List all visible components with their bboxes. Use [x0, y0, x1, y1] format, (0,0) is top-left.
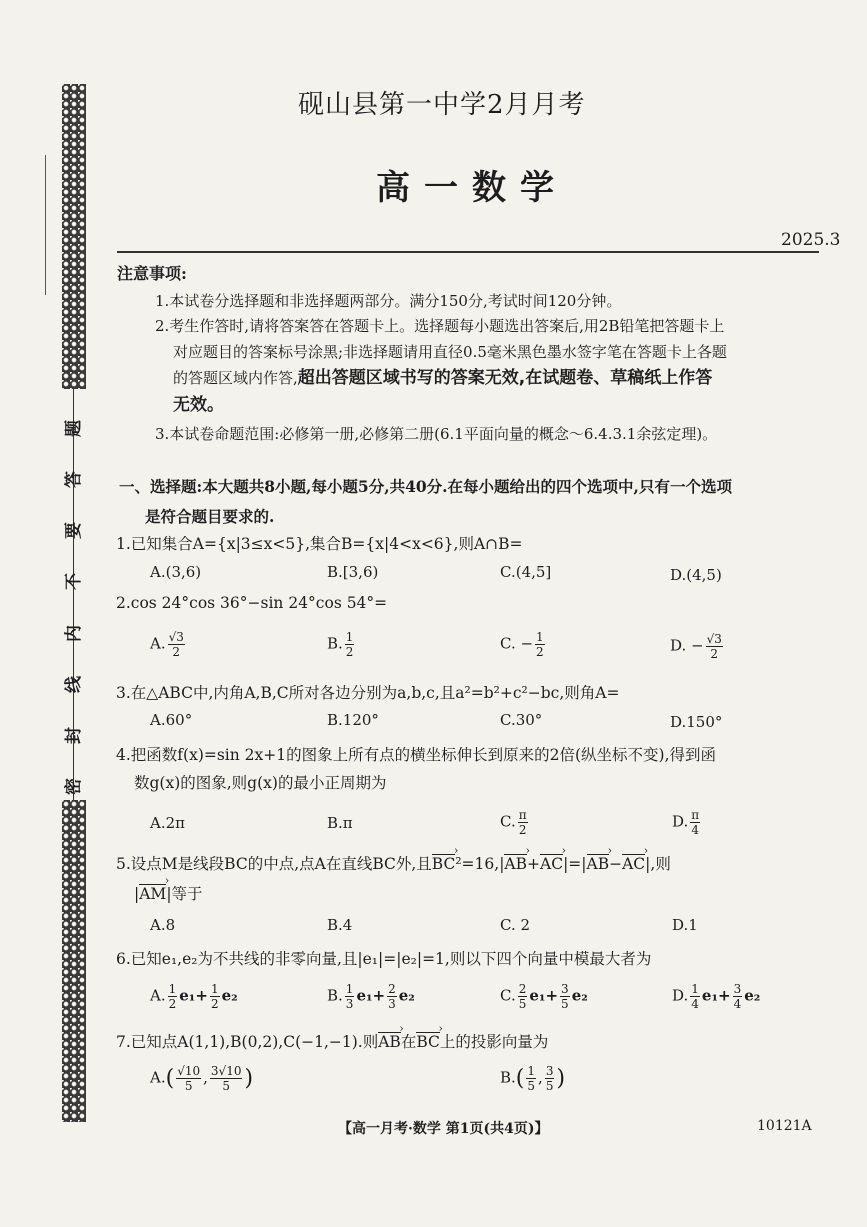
numerator: 2	[518, 982, 527, 996]
question-6-option-b	[327, 982, 415, 1011]
question-3-option-b: B.120°	[327, 711, 379, 729]
denominator: 2	[710, 647, 719, 661]
question-3-option-d: D.150°	[670, 713, 723, 731]
question-3-option-c: C.30°	[500, 711, 543, 729]
question-3-stem: 3.在△ABC中,内角A,B,C所对各边分别为a,b,c,且a²=b²+c²−bc,则角A=	[116, 684, 620, 702]
numerator: 1	[168, 982, 177, 996]
option-letter: B.	[327, 634, 343, 653]
stem-text: 7.已知点A(1,1),B(0,2),C(−1,−1).则	[116, 1033, 379, 1051]
seal-char: 封	[63, 726, 84, 744]
seal-char: 不	[63, 573, 84, 591]
question-2-option-d	[670, 632, 725, 661]
question-1-option-a: A.(3,6)	[150, 563, 202, 581]
vector-term: e₂	[221, 986, 238, 1005]
option-letter: D.	[672, 986, 689, 1005]
numerator: 1	[536, 630, 544, 644]
paper-code: 10121A	[757, 1118, 812, 1134]
numerator: π	[691, 808, 700, 822]
note-2d-emphasis: 无效。	[173, 395, 224, 415]
note-1: 1.本试卷分选择题和非选择题两部分。满分150分,考试时间120分钟。	[155, 292, 622, 310]
seal-char: 内	[63, 624, 84, 642]
stem-text: 上的投影向量为	[439, 1033, 549, 1051]
vector-term: e₁+	[701, 986, 731, 1005]
question-5-option-a: A.8	[150, 916, 176, 934]
option-letter: B.	[500, 1068, 516, 1087]
question-3-option-a: A.60°	[150, 711, 193, 729]
vector-term: e₂	[744, 986, 761, 1005]
numerator: 3	[561, 982, 569, 996]
notes-title: 注意事项:	[117, 264, 187, 283]
denominator: 2	[518, 823, 527, 837]
numerator: 3	[545, 1064, 554, 1078]
numerator: 2	[388, 982, 396, 996]
fraction	[176, 1064, 201, 1093]
denominator: 5	[527, 1079, 536, 1093]
note-2c-emphasis: 超出答题区域书写的答案无效,在试题卷、草稿纸上作答	[297, 368, 713, 388]
left-paren: (	[165, 1066, 175, 1091]
option-letter: D.	[672, 812, 689, 831]
vector-am: AM ›	[139, 885, 166, 903]
stem-text: 5.设点M是线段BC的中点,点A在直线BC外,且	[116, 855, 432, 873]
question-2-option-b	[327, 630, 356, 659]
seal-char: 答	[63, 471, 84, 489]
numerator: √3	[168, 630, 184, 644]
fraction	[733, 982, 743, 1011]
vector-ab: AB ›	[504, 855, 527, 873]
comma: ,	[538, 1068, 543, 1087]
question-6-option-d	[672, 982, 760, 1011]
stem-text: ²=16,|	[455, 855, 505, 873]
fraction	[545, 1064, 555, 1093]
question-5-option-d: D.1	[672, 916, 698, 934]
question-4-option-d	[672, 808, 702, 837]
page-footer: 【高一月考·数学 第1页(共4页)】	[338, 1121, 549, 1137]
question-4-option-c	[500, 808, 530, 837]
question-6-option-c	[500, 982, 588, 1011]
denominator: 3	[388, 997, 396, 1011]
plus-sign: +	[527, 855, 541, 873]
vector-ac: AC ›	[540, 855, 563, 873]
fraction	[345, 982, 355, 1011]
note-2a: 2.考生作答时,请将答案答在答题卡上。选择题每小题选出答案后,用2B铅笔把答题卡上	[155, 317, 725, 335]
option-letter: C. −	[500, 634, 534, 653]
note-2c	[173, 364, 712, 393]
question-5-option-b: B.4	[327, 916, 353, 934]
vector-term: e₂	[571, 986, 588, 1005]
vector-ab: AB ›	[378, 1033, 401, 1051]
binding-seal-text	[62, 420, 86, 795]
note-2c-text: 的答题区域内作答,	[173, 369, 298, 387]
numerator: 1	[345, 630, 354, 644]
denominator: 2	[168, 997, 177, 1011]
question-4-option-b: B.π	[327, 814, 353, 832]
fraction	[345, 630, 355, 659]
question-1-option-d: D.(4,5)	[670, 566, 722, 584]
fraction	[560, 982, 570, 1011]
denominator: 4	[691, 997, 699, 1011]
option-letter: A.	[150, 634, 166, 653]
stem-text: |=|	[563, 855, 587, 873]
denominator: 5	[545, 1079, 554, 1093]
question-7-option-b	[500, 1064, 565, 1093]
question-5-stem-line1	[116, 852, 671, 874]
fraction	[526, 1064, 536, 1093]
seal-char: 线	[63, 675, 84, 693]
vector-bc: BC ›	[432, 855, 456, 873]
school-title: 砚山县第一中学2月月考	[298, 90, 586, 120]
denominator: 4	[733, 997, 742, 1011]
vector-ac: AC ›	[622, 855, 645, 873]
denominator: 5	[222, 1079, 230, 1093]
fraction	[210, 982, 220, 1011]
vector-term: e₂	[398, 986, 415, 1005]
question-6-stem: 6.已知e₁,e₂为不共线的非零向量,且|e₁|=|e₂|=1,则以下四个向量中模最大者为	[116, 950, 652, 968]
numerator: 1	[210, 982, 219, 996]
question-2-option-a	[150, 630, 187, 659]
note-3: 3.本试卷命题范围:必修第一册,必修第二册(6.1平面向量的概念～6.4.3.1余弦定理)。	[155, 425, 718, 443]
vector-bc: BC ›	[416, 1033, 440, 1051]
numerator: 3	[733, 982, 742, 996]
binding-pattern-top	[62, 84, 86, 389]
fraction	[168, 982, 178, 1011]
vector-ab: AB ›	[587, 855, 610, 873]
fraction	[518, 982, 528, 1011]
right-paren: )	[244, 1066, 254, 1091]
question-1-stem: 1.已知集合A={x|3≤x<5},集合B={x|4<x<6},则A∩B=	[116, 535, 523, 553]
section-heading-line2: 是符合题目要求的.	[145, 507, 275, 526]
numerator: √3	[706, 632, 722, 646]
exam-date: 2025.3	[781, 230, 841, 250]
fraction	[535, 630, 545, 659]
fraction	[518, 808, 528, 837]
fraction	[690, 982, 700, 1011]
denominator: 3	[345, 997, 354, 1011]
denominator: 4	[691, 823, 700, 837]
stem-text: |,则	[645, 855, 671, 873]
fraction	[387, 982, 397, 1011]
section-heading-line1: 一、选择题:本大题共8小题,每小题5分,共40分.在每小题给出的四个选项中,只有一个选项	[119, 477, 732, 496]
denominator: 2	[172, 645, 181, 659]
numerator: 1	[691, 982, 699, 996]
option-letter: D. −	[670, 636, 704, 655]
vector-term: e₁+	[356, 986, 386, 1005]
numerator: π	[518, 808, 527, 822]
numerator: 3√10	[210, 1064, 242, 1078]
option-letter: A.	[150, 1068, 166, 1087]
fraction	[690, 808, 700, 837]
fraction	[168, 630, 185, 659]
right-paren: )	[556, 1066, 566, 1091]
question-2-option-c	[500, 630, 547, 659]
question-5-option-c: C. 2	[500, 916, 531, 934]
question-1-option-c: C.(4,5]	[500, 563, 552, 581]
seal-char: 密	[63, 777, 84, 795]
numerator: 1	[527, 1064, 536, 1078]
question-4-stem-line1: 4.把函数f(x)=sin 2x+1的图象上所有点的横坐标伸长到原来的2倍(纵坐标不变),得到函	[116, 746, 717, 764]
question-4-option-a: A.2π	[150, 814, 186, 832]
subject-title: 高一数学	[376, 168, 568, 208]
denominator: 2	[536, 645, 544, 659]
question-2-stem: 2.cos 24°cos 36°−sin 24°cos 54°=	[116, 594, 388, 612]
option-letter: B.	[327, 986, 343, 1005]
question-7-stem	[116, 1030, 548, 1052]
option-letter: C.	[500, 812, 516, 831]
denominator: 2	[210, 997, 219, 1011]
numerator: √10	[177, 1064, 201, 1078]
section-heading	[119, 472, 819, 532]
comma: ,	[203, 1068, 208, 1087]
stem-text: 在	[400, 1033, 417, 1051]
question-4-stem-line2: 数g(x)的图象,则g(x)的最小正周期为	[134, 774, 387, 792]
question-6-option-a	[150, 982, 238, 1011]
seal-char: 题	[63, 420, 84, 437]
stem-text: |	[134, 885, 140, 903]
denominator: 5	[184, 1079, 193, 1093]
header-rule	[117, 251, 819, 253]
denominator: 2	[345, 645, 354, 659]
seal-char: 要	[63, 522, 84, 540]
numerator: 1	[345, 982, 354, 996]
fraction	[210, 1064, 243, 1093]
minus-sign: −	[609, 855, 623, 873]
option-letter: A.	[150, 986, 166, 1005]
note-2b: 对应题目的答案标号涂黑;非选择题请用直径0.5毫米黑色墨水签字笔在答题卡上各题	[173, 343, 727, 361]
denominator: 5	[518, 997, 527, 1011]
question-5-stem-line2	[134, 882, 203, 904]
vector-term: e₁+	[529, 986, 559, 1005]
question-7-option-a	[150, 1064, 253, 1093]
binding-pattern-bottom	[62, 800, 86, 1122]
option-letter: C.	[500, 986, 516, 1005]
question-1-option-b: B.[3,6)	[327, 563, 379, 581]
denominator: 5	[561, 997, 569, 1011]
binding-scan-line	[45, 155, 46, 295]
stem-text: |等于	[166, 885, 203, 903]
fraction	[706, 632, 723, 661]
vector-term: e₁+	[179, 986, 208, 1005]
left-paren: (	[515, 1066, 525, 1091]
